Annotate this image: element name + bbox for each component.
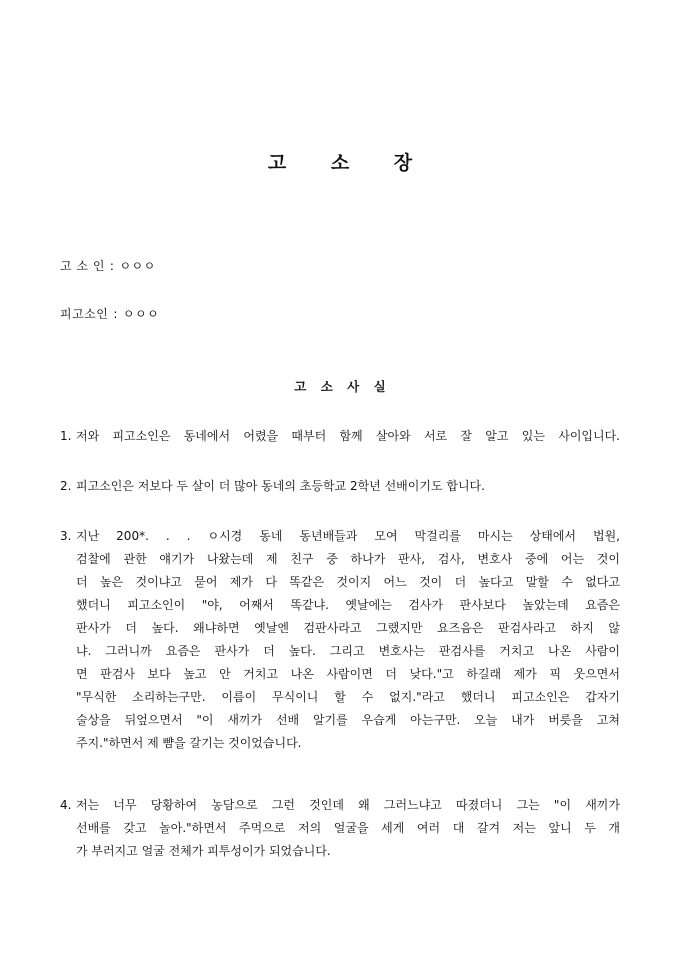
paragraph-3 — [60, 525, 620, 755]
paragraph-1 — [60, 425, 620, 448]
complainant-value: ㅇㅇㅇ — [119, 259, 156, 273]
title-char: 소 — [330, 152, 350, 174]
paragraph-line: 피고소인은 저보다 두 살이 더 많아 동네의 초등학교 2학년 선배이기도 합니다. — [76, 479, 485, 493]
paragraph-number: 2. — [60, 479, 72, 493]
paragraph-4 — [60, 794, 620, 863]
complainant-separator: : — [109, 259, 115, 273]
paragraph-line: 판사가 더 높다. 왜냐하면 옛날엔 검판사라고 그랬지만 요즈음은 판검사라고 하지 않 — [76, 621, 620, 635]
section-title-char: 실 — [373, 379, 386, 394]
paragraph-2 — [60, 475, 620, 498]
paragraph-line: 선배를 갖고 놀아."하면서 주먹으로 저의 얼굴을 세게 여러 대 갈겨 저는 앞니 두 개 — [76, 821, 620, 835]
complainant-line — [60, 257, 156, 274]
paragraph-line: 주지."하면서 제 뺨을 갈기는 것이었습니다. — [76, 736, 302, 750]
paragraph-line: 지난 200*. . . ㅇ시경 동네 동년배들과 모여 막걸리를 마시는 상태에서 법원, — [76, 529, 620, 543]
paragraph-number: 1. — [60, 429, 72, 443]
paragraph-line: 술상을 뒤엎으면서 "이 새끼가 선배 알기를 우습게 아는구만. 오늘 내가 버릇을 고쳐 — [76, 713, 620, 727]
defendant-separator: : — [113, 307, 118, 321]
paragraph-number: 3. — [60, 529, 72, 543]
title-char: 장 — [393, 152, 413, 174]
complainant-label: 고 소 인 — [60, 259, 105, 273]
paragraph-line: 검찰에 관한 얘기가 나왔는데 제 친구 중 하나가 판사, 검사, 변호사 중에 어는 것이 — [76, 552, 620, 566]
paragraph-number: 4. — [60, 798, 72, 812]
paragraph-line: 저는 너무 당황하여 농담으로 그런 것인데 왜 그러느냐고 따졌더니 그는 "이 새끼가 — [76, 798, 620, 812]
paragraph-line: 냐. 그러니까 요즘은 판사가 더 높다. 그리고 변호사는 판검사를 거치고 나온 사람이 — [76, 644, 620, 658]
section-title-char: 고 — [294, 379, 307, 394]
paragraph-line: 면 판검사 보다 높고 안 거치고 나온 사람이면 더 낮다."고 하길래 제가 픽 웃으면서 — [76, 667, 620, 681]
defendant-label: 피고소인 — [60, 307, 109, 321]
title-char: 고 — [267, 152, 287, 174]
paragraph-line: 더 높은 것이냐고 묻어 제가 다 똑같은 것이지 어느 것이 더 높다고 말할 수 없다고 — [76, 575, 620, 589]
paragraph-line: 저와 피고소인은 동네에서 어렸을 때부터 함께 살아와 서로 잘 알고 있는 사이입니다. — [76, 429, 620, 443]
defendant-line — [60, 305, 159, 322]
section-title-char: 소 — [320, 379, 333, 394]
document-title — [0, 148, 680, 175]
section-title — [0, 377, 680, 395]
paragraph-line: 했더니 피고소인이 "야, 어째서 똑같냐. 옛날에는 검사가 판사보다 높았는데 요즘은 — [76, 598, 620, 612]
paragraph-line: 가 부러지고 얼굴 전체가 피투성이가 되었습니다. — [76, 844, 331, 858]
paragraph-line: "무식한 소리하는구만. 이름이 무식이니 할 수 없지."라고 했더니 피고소인은 갑자기 — [76, 690, 620, 704]
section-title-char: 사 — [347, 379, 360, 394]
defendant-value: ㅇㅇㅇ — [122, 307, 160, 321]
